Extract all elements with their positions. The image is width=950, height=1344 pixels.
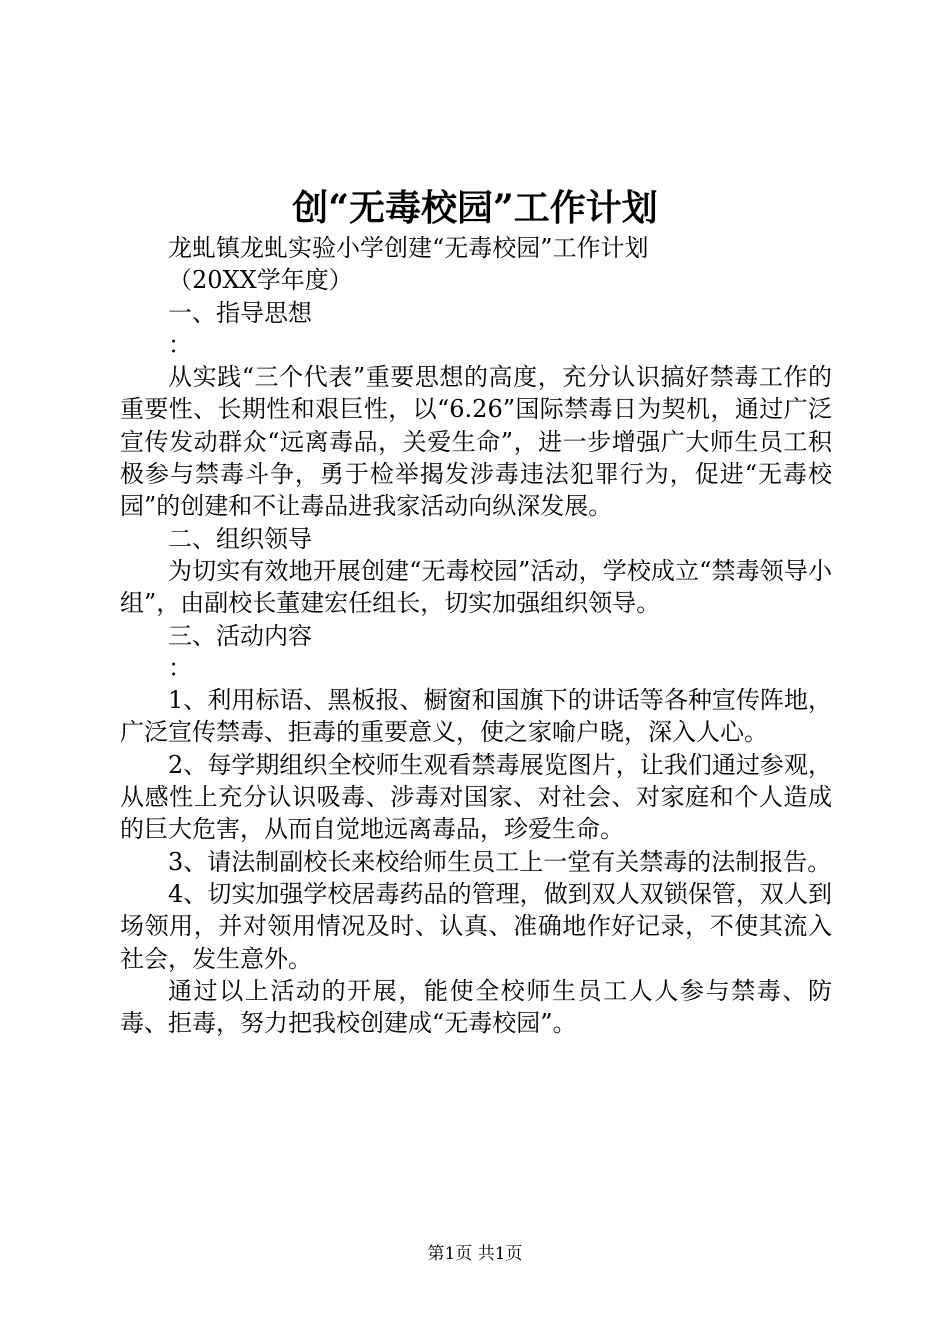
paragraph-guiding-ideology: 从实践“三个代表”重要思想的高度，充分认识搞好禁毒工作的重要性、长期性和艰巨性，以“6.26”国际禁毒日为契机，通过广泛宣传发动群众“远离毒品，关爱生命”，进一步增强广大师生员工积极参与禁毒斗争，勇于检举揭发涉毒违法犯罪行为，促进“无毒校园”的创建和不让毒品进我家活动向纵深发展。	[120, 363, 832, 521]
closing-paragraph: 通过以上活动的开展，能使全校师生员工人人参与禁毒、防毒、拒毒，努力把我校创建成“无毒校园”。	[120, 976, 832, 1038]
document-body	[120, 232, 832, 1039]
page-footer: 第1页 共1页	[427, 1244, 523, 1264]
activity-item-1: 1、利用标语、黑板报、橱窗和国旗下的讲话等各种宣传阵地，广泛宣传禁毒、拒毒的重要意义，使之家喻户晓，深入人心。	[120, 686, 832, 747]
academic-year: （20XX学年度）	[168, 266, 353, 295]
subtitle: 龙虬镇龙虬实验小学创建“无毒校园”工作计划	[168, 234, 649, 262]
section-heading-activities: 三、活动内容	[168, 621, 312, 650]
paragraph-organization: 为切实有效地开展创建“无毒校园”活动，学校成立“禁毒领导小组”，由副校长董建宏任组长，切实加强组织领导。	[120, 556, 832, 618]
activity-item-2: 2、每学期组织全校师生观看禁毒展览图片，让我们通过参观，从感性上充分认识吸毒、涉毒对国家、对社会、对家庭和个人造成的巨大危害，从而自觉地远离毒品，珍爱生命。	[120, 750, 832, 844]
activity-item-4: 4、切实加强学校居毒药品的管理，做到双人双锁保管，双人到场领用，并对领用情况及时、认真、准确地作好记录，不使其流入社会，发生意外。	[120, 879, 832, 973]
section-heading-organization: 二、组织领导	[168, 524, 312, 553]
colon-marker: ：	[168, 330, 192, 359]
activity-item-3: 3、请法制副校长来校给师生员工上一堂有关禁毒的法制报告。	[168, 847, 832, 876]
document-title: 创“无毒校园”工作计划	[292, 187, 658, 229]
colon-marker: ：	[168, 653, 192, 682]
section-heading-guiding-ideology: 一、指导思想	[168, 298, 312, 327]
